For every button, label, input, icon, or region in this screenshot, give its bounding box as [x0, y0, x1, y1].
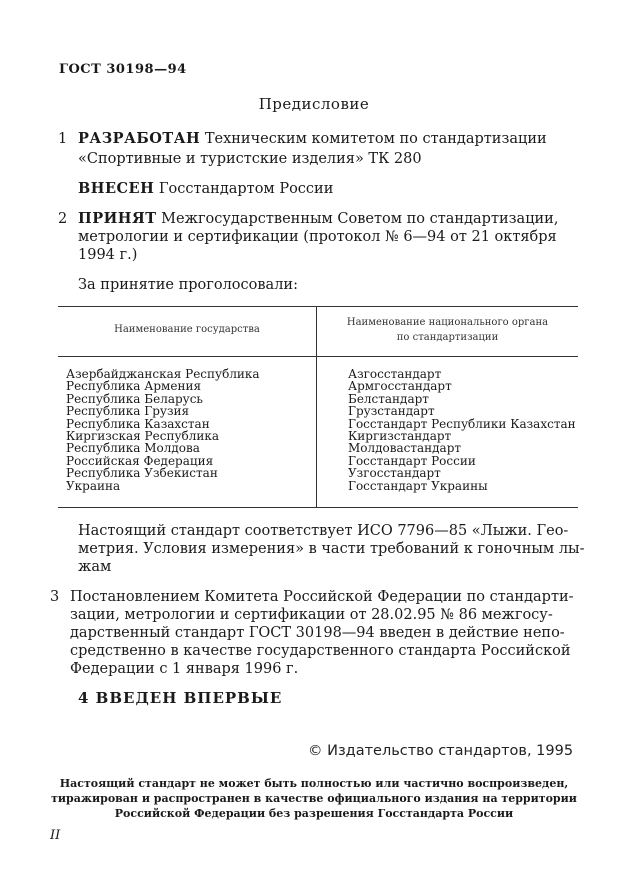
table-bottom-rule [58, 507, 578, 508]
item-keyword: ВНЕСЕН [78, 180, 155, 197]
item-keyword: РАЗРАБОТАН [78, 130, 201, 147]
table-cell: Киргизская Республика [66, 429, 220, 444]
item-text: Техническим комитетом по стандартизации [200, 131, 547, 147]
table-cell: Госстандарт Республики Казахстан [348, 416, 576, 431]
paragraph-line: зации, метрологии и сертификации от 28.02.95 № 86 межгосу- [70, 607, 553, 623]
copyright-line: © Издательство стандартов, 1995 [308, 743, 574, 759]
notice-line: Настоящий стандарт не может быть полностью или частично воспроизведен, [59, 777, 569, 790]
paragraph-line: метрия. Условия измерения» в части требований к гоночным лы- [78, 541, 585, 557]
table-header-body [317, 315, 578, 345]
table-cell: Республика Узбекистан [66, 466, 218, 481]
item-introduced [78, 180, 333, 197]
table-column-states [66, 368, 260, 492]
table-cell: Республика Казахстан [66, 416, 210, 431]
item-line [78, 130, 547, 148]
table-cell: Киргизстандарт [348, 429, 452, 444]
table-cell: Республика Молдова [66, 441, 200, 456]
voted-label: За принятие проголосовали: [78, 277, 298, 293]
table-cell: Грузстандарт [348, 404, 435, 419]
table-cell: Молдовастандарт [348, 441, 462, 456]
item-line: метрологии и сертификации (протокол № 6—94 от 21 октября [78, 229, 557, 245]
table-cell: Республика Грузия [66, 404, 190, 419]
table-header-line: Наименование национального органа [346, 317, 549, 328]
section-title: Предисловие [258, 95, 370, 113]
item-text: Госстандартом России [154, 181, 334, 197]
reproduction-notice [0, 776, 628, 821]
table-header-line: по стандартизации [396, 332, 499, 343]
paragraph-line: средственно в качестве государственного стандарта Российской [70, 643, 571, 659]
table-cell: Республика Беларусь [66, 391, 203, 406]
table-cell: Госстандарт России [348, 453, 476, 468]
table-cell: Узгосстандарт [348, 466, 441, 481]
paragraph-line: жам [78, 559, 112, 575]
item-line [78, 210, 558, 228]
table-cell: Украина [66, 478, 121, 493]
notice-line: тиражирован и распространен в качестве официального издания на территории [51, 792, 577, 805]
page-number: II [50, 828, 61, 843]
item-text: Межгосударственным Советом по стандартизации, [156, 211, 559, 227]
document-code: ГОСТ 30198—94 [59, 62, 187, 77]
table-header-rule [58, 356, 578, 357]
paragraph-line: Настоящий стандарт соответствует ИСО 7796—85 «Лыжи. Гео- [78, 523, 569, 539]
paragraph-line: Постановлением Комитета Российской Федерации по стандарти- [70, 589, 574, 605]
table-cell: Азербайджанская Республика [66, 367, 260, 381]
item-keyword: ПРИНЯТ [78, 210, 157, 227]
table-cell: Российская Федерация [66, 453, 214, 468]
table-column-bodies [348, 368, 576, 492]
item-number: 1 [58, 131, 68, 147]
table-top-rule [58, 306, 578, 307]
paragraph-line: дарственный стандарт ГОСТ 30198—94 введен в действие непо- [70, 625, 565, 641]
item-number: 3 [50, 589, 60, 605]
item-line: «Спортивные и туристские изделия» ТК 280 [78, 151, 422, 167]
item-first-introduced: 4 ВВЕДЕН ВПЕРВЫЕ [78, 689, 283, 707]
table-header-state: Наименование государства [114, 324, 260, 335]
item-line: 1994 г.) [78, 247, 138, 263]
paragraph-line: Федерации с 1 января 1996 г. [70, 661, 299, 677]
notice-line: Российской Федерации без разрешения Госстандарта России [114, 807, 514, 820]
table-cell: Госстандарт Украины [348, 478, 488, 493]
table-cell: Азгосстандарт [348, 367, 442, 381]
table-cell: Республика Армения [66, 379, 202, 394]
table-cell: Белстандарт [348, 391, 429, 406]
item-number: 2 [58, 211, 68, 227]
table-cell: Армгосстандарт [348, 379, 452, 394]
